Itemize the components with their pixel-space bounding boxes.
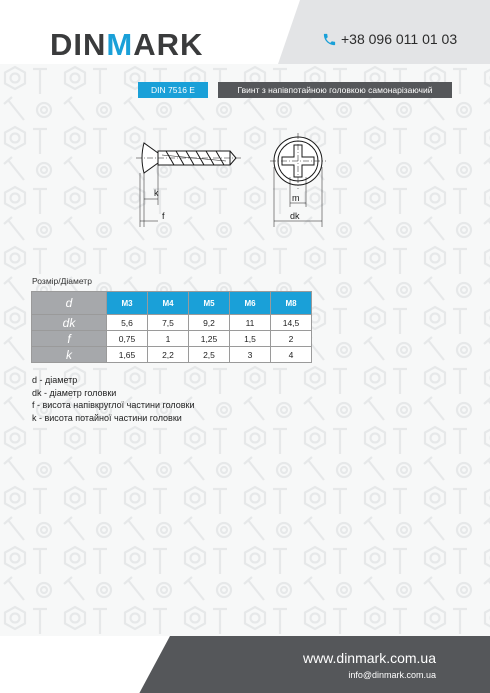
label-m: m — [292, 193, 300, 203]
header — [0, 0, 490, 64]
table-caption: Розмір/Діаметр — [32, 276, 92, 286]
table-row — [32, 315, 312, 331]
value-cell: 3 — [230, 347, 271, 363]
label-dk: dk — [290, 211, 300, 221]
row-label: f — [32, 331, 107, 347]
legend-item: dk - діаметр головки — [32, 387, 117, 398]
dimensions-table — [31, 291, 312, 363]
value-cell: 1,25 — [189, 331, 230, 347]
legend — [32, 374, 195, 424]
value-cell: 1,65 — [107, 347, 148, 363]
footer — [0, 636, 490, 693]
product-titlebar — [138, 82, 452, 98]
value-cell: 11 — [230, 315, 271, 331]
phone-contact[interactable] — [322, 30, 457, 48]
size-cell: M5 — [189, 292, 230, 315]
table-row — [32, 331, 312, 347]
size-cell: M8 — [271, 292, 312, 315]
size-cell: M6 — [230, 292, 271, 315]
email-link[interactable]: info@dinmark.com.ua — [348, 670, 436, 680]
phone-icon — [322, 32, 337, 47]
legend-item: k - висота потайної частини головки — [32, 412, 182, 423]
table-row — [32, 347, 312, 363]
value-cell: 4 — [271, 347, 312, 363]
product-name: Гвинт з напівпотайною головкою самонарізаючий — [218, 82, 452, 98]
value-cell: 7,5 — [148, 315, 189, 331]
value-cell: 9,2 — [189, 315, 230, 331]
phone-number: +38 096 011 01 03 — [341, 31, 458, 47]
standard-code: DIN 7516 E — [138, 82, 208, 98]
website-link[interactable]: www.dinmark.com.ua — [302, 650, 436, 666]
logo-text-m: M — [106, 27, 134, 62]
size-cell: M3 — [107, 292, 148, 315]
label-k: k — [154, 188, 159, 198]
value-cell: 2,2 — [148, 347, 189, 363]
label-f: f — [162, 211, 165, 221]
header-label: d — [32, 292, 107, 315]
legend-item: d - діаметр — [32, 375, 78, 385]
value-cell: 2 — [271, 331, 312, 347]
size-cell: M4 — [148, 292, 189, 315]
value-cell: 1 — [148, 331, 189, 347]
screw-technical-drawing — [130, 115, 340, 235]
value-cell: 14,5 — [271, 315, 312, 331]
value-cell: 2,5 — [189, 347, 230, 363]
logo-text-right: ARK — [133, 27, 204, 62]
row-label: k — [32, 347, 107, 363]
value-cell: 5,6 — [107, 315, 148, 331]
value-cell: 0,75 — [107, 331, 148, 347]
row-label: dk — [32, 315, 107, 331]
table-header-row — [32, 292, 312, 315]
logo-text-left: DIN — [50, 27, 107, 62]
dinmark-logo — [50, 28, 203, 62]
legend-item: f - висота напівкруглої частини головки — [32, 400, 195, 410]
value-cell: 1,5 — [230, 331, 271, 347]
footer-white-panel — [0, 636, 170, 693]
